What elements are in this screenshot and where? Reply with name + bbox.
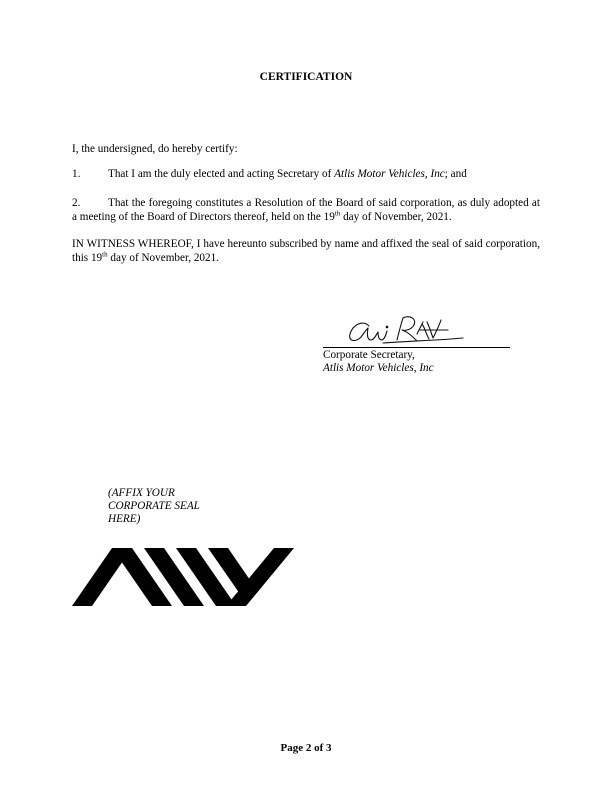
item-1-text-end: ; and [444,168,467,180]
signature-line [323,347,510,348]
handwritten-signature [323,310,513,350]
witness-text: IN WITNESS WHEREOF, I have hereunto subscribed by name and affixed the seal of said corporation, this 19 [72,238,540,264]
atlis-logo [72,548,294,606]
item-2-text: That the foregoing constitutes a Resolution of the Board of said corporation, as duly adopted at a meeting of the Board of Directors thereof, held on the 19 [72,197,540,223]
seal-instruction-line-1: (AFFIX YOUR [108,487,175,499]
page-title: CERTIFICATION [259,71,353,83]
seal-instruction [108,487,228,526]
item-1-company: Atlis Motor Vehicles, Inc [334,168,445,180]
signer-company: Atlis Motor Vehicles, Inc [323,362,434,374]
intro-paragraph: I, the undersigned, do hereby certify: [72,143,238,155]
witness-paragraph [72,238,540,265]
item-1-paragraph [72,168,540,182]
item-1-text: That I am the duly elected and acting Secretary of [108,168,335,180]
signer-title: Corporate Secretary, [323,349,415,361]
seal-instruction-line-3: HERE) [108,513,141,525]
page-number: Page 2 of 3 [280,742,332,754]
item-2-sup: th [334,208,341,217]
item-1-number: 1. [72,168,81,180]
item-2-number: 2. [72,197,81,209]
witness-text-end: day of November, 2021. [107,251,220,264]
seal-instruction-line-2: CORPORATE SEAL [108,500,200,512]
witness-sup: th [102,249,108,258]
item-2-paragraph [72,197,540,224]
item-2-text-end: day of November, 2021. [340,210,452,223]
